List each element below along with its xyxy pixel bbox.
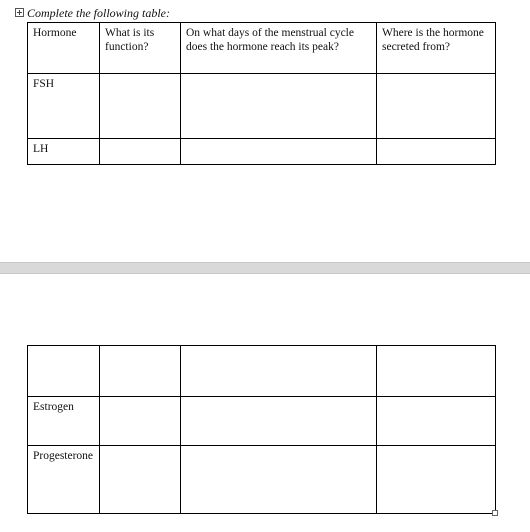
secreted-from-cell[interactable] bbox=[377, 74, 496, 139]
table-header-row bbox=[28, 23, 496, 74]
peak-days-cell[interactable] bbox=[181, 397, 377, 446]
hormone-cell[interactable] bbox=[28, 346, 100, 397]
hormone-table-part-2 bbox=[27, 345, 496, 514]
function-cell[interactable] bbox=[100, 139, 181, 165]
table-move-handle-icon[interactable] bbox=[15, 8, 24, 17]
hormone-cell[interactable]: LH bbox=[28, 139, 100, 165]
peak-days-cell[interactable] bbox=[181, 74, 377, 139]
table-resize-handle-icon[interactable] bbox=[492, 510, 498, 516]
peak-days-cell[interactable] bbox=[181, 446, 377, 514]
header-cell-function[interactable]: What is its function? bbox=[100, 23, 181, 74]
header-cell-hormone[interactable]: Hormone bbox=[28, 23, 100, 74]
header-cell-peak-days[interactable]: On what days of the menstrual cycle does the hormone reach its peak? bbox=[181, 23, 377, 74]
hormone-cell[interactable]: FSH bbox=[28, 74, 100, 139]
page-break-divider bbox=[0, 262, 530, 274]
document-page-1 bbox=[0, 0, 530, 262]
table-row bbox=[28, 139, 496, 165]
hormone-cell[interactable]: Estrogen bbox=[28, 397, 100, 446]
function-cell[interactable] bbox=[100, 74, 181, 139]
header-cell-secreted-from[interactable]: Where is the hormone secreted from? bbox=[377, 23, 496, 74]
function-cell[interactable] bbox=[100, 446, 181, 514]
table-row bbox=[28, 397, 496, 446]
hormone-table-part-1 bbox=[27, 22, 496, 165]
hormone-cell[interactable]: Progesterone bbox=[28, 446, 100, 514]
function-cell[interactable] bbox=[100, 397, 181, 446]
function-cell[interactable] bbox=[100, 346, 181, 397]
table-row bbox=[28, 446, 496, 514]
secreted-from-cell[interactable] bbox=[377, 139, 496, 165]
table-row bbox=[28, 346, 496, 397]
table-caption: Complete the following table: bbox=[27, 6, 170, 20]
table-row bbox=[28, 74, 496, 139]
secreted-from-cell[interactable] bbox=[377, 346, 496, 397]
secreted-from-cell[interactable] bbox=[377, 446, 496, 514]
peak-days-cell[interactable] bbox=[181, 139, 377, 165]
secreted-from-cell[interactable] bbox=[377, 397, 496, 446]
peak-days-cell[interactable] bbox=[181, 346, 377, 397]
